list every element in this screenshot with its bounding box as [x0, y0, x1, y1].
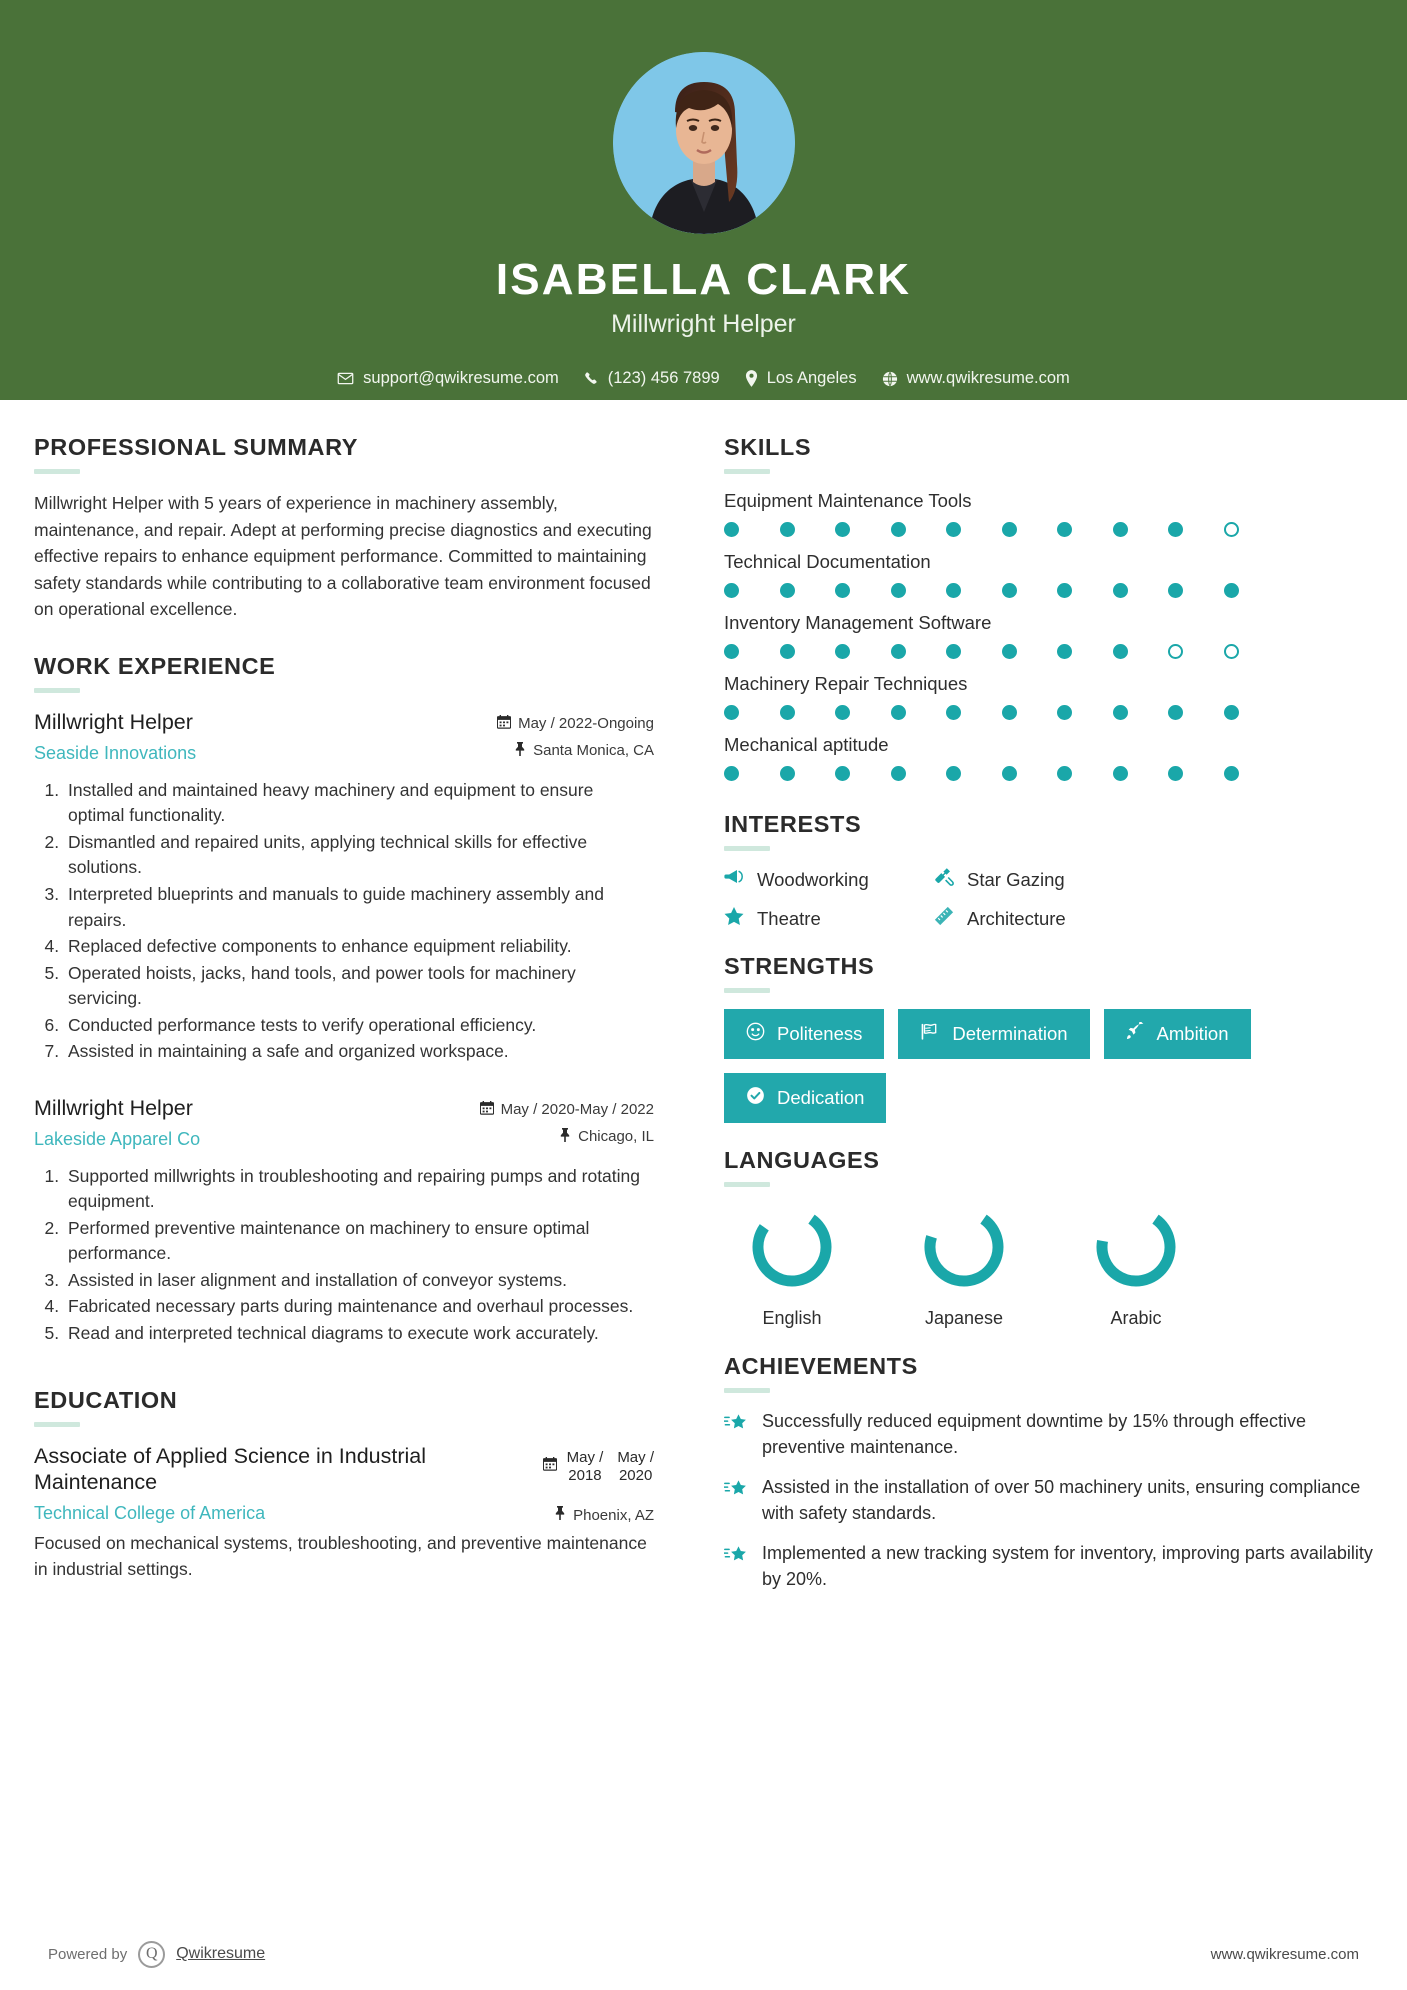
bullet-item: 4. Fabricated necessary parts during maintenance and overhaul processes.: [64, 1294, 654, 1320]
skill-dot-filled: [946, 644, 961, 659]
bullet-item: 3. Assisted in laser alignment and installation of conveyor systems.: [64, 1268, 654, 1294]
contact-location-value: Los Angeles: [766, 369, 857, 388]
education-end-month: May /: [617, 1448, 654, 1466]
footer-url[interactable]: www.qwikresume.com: [1210, 1945, 1359, 1963]
skill-dot-filled: [891, 705, 906, 720]
skill-dot-cell: [835, 644, 891, 659]
section-rule: [724, 988, 770, 993]
skill-dot-filled: [1113, 766, 1128, 781]
skill-dot-filled: [946, 766, 961, 781]
skill-rating: [724, 522, 1376, 537]
skill-dot-cell: [891, 644, 947, 659]
experience-company[interactable]: Lakeside Apparel Co: [34, 1128, 201, 1149]
ruler-icon: [934, 906, 954, 931]
qwikresume-logo-icon: Q: [138, 1941, 165, 1968]
interest-label: Star Gazing: [967, 868, 1065, 890]
bullet-item: 4. Replaced defective components to enhance equipment reliability.: [64, 934, 654, 960]
languages-list: [724, 1203, 1376, 1329]
section-title-achievements: ACHIEVEMENTS: [724, 1353, 918, 1379]
location-pin-icon: [745, 370, 758, 387]
shooting-star-icon: [724, 1475, 748, 1505]
section-title-work-experience: WORK EXPERIENCE: [34, 652, 276, 679]
bullet-item: 1. Supported millwrights in troubleshooting and repairing pumps and rotating equipment.: [64, 1164, 654, 1215]
interests-grid: [724, 867, 1376, 931]
shooting-star-icon: [724, 1409, 748, 1439]
section-title-strengths: STRENGTHS: [724, 953, 875, 979]
skill-dot-cell: [946, 705, 1002, 720]
experience-location: [464, 742, 654, 760]
section-education: [34, 1387, 654, 1584]
achievement-item: [724, 1409, 1376, 1461]
education-meta: [464, 1443, 654, 1525]
skill-dot-filled: [1113, 705, 1128, 720]
bullet-item: 5. Read and interpreted technical diagrams to execute work accurately.: [64, 1321, 654, 1347]
skill-dot-cell: [1002, 644, 1058, 659]
skill-name: Equipment Maintenance Tools: [724, 490, 972, 511]
left-column: [34, 434, 654, 1606]
skill-dot-empty: [1224, 522, 1239, 537]
experience-meta: [464, 1095, 654, 1146]
skill-rating: [724, 644, 1376, 659]
pushpin-icon: [514, 742, 526, 760]
skill-name: Machinery Repair Techniques: [724, 673, 968, 694]
bullet-item: 3. Interpreted blueprints and manuals to guide machinery assembly and repairs.: [64, 882, 654, 933]
skill-dot-cell: [724, 522, 780, 537]
skill-dot-filled: [891, 766, 906, 781]
skill-dot-filled: [1224, 705, 1239, 720]
education-location-value: Phoenix, AZ: [573, 1506, 654, 1524]
interest-label: Woodworking: [757, 868, 869, 890]
skill-dot-cell: [891, 522, 947, 537]
skill-item: [724, 673, 1376, 720]
section-work-experience: [34, 653, 654, 1347]
skill-dot-cell: [724, 766, 780, 781]
section-rule: [724, 846, 770, 851]
section-rule: [34, 688, 80, 693]
skill-dot-filled: [1002, 644, 1017, 659]
bullet-item: 6. Conducted performance tests to verify operational efficiency.: [64, 1013, 654, 1039]
contact-website-value: www.qwikresume.com: [906, 369, 1070, 388]
education-description: Focused on mechanical systems, troubleshooting, and preventive maintenance in industrial settings.: [34, 1533, 647, 1580]
section-title-education: EDUCATION: [34, 1386, 178, 1413]
education-end-date: [617, 1449, 654, 1487]
section-achievements: [724, 1353, 1376, 1592]
achievement-text: Successfully reduced equipment downtime by 15% through effective preventive maintenance.: [762, 1411, 1306, 1457]
skill-dot-cell: [1057, 766, 1113, 781]
experience-date: [464, 1101, 654, 1119]
section-title-skills: SKILLS: [724, 434, 812, 460]
skill-dot-cell: [891, 766, 947, 781]
skill-dot-filled: [835, 705, 850, 720]
contact-email-value: support@qwikresume.com: [363, 369, 559, 388]
contact-website[interactable]: [873, 369, 1079, 388]
experience-company[interactable]: Seaside Innovations: [34, 742, 197, 763]
skill-dot-filled: [946, 705, 961, 720]
skill-item: [724, 734, 1376, 781]
calendar-icon: [480, 1101, 494, 1119]
star-icon: [724, 907, 744, 931]
summary-text: Millwright Helper with 5 years of experience in machinery assembly, maintenance, and repair. Adept at performing precise diagnostics and executing effective repairs to enhance equipment performance. Committed to maintaining safety standards while contributing to a collaborative team environment focused on operational excellence.: [34, 493, 652, 620]
strength-badge[interactable]: [724, 1073, 886, 1123]
skill-dot-filled: [724, 583, 739, 598]
skill-dot-empty: [1224, 644, 1239, 659]
skill-dot-filled: [835, 766, 850, 781]
language-label: Japanese: [924, 1308, 1004, 1328]
skill-dot-cell: [946, 522, 1002, 537]
skill-dot-filled: [946, 583, 961, 598]
language-item: [732, 1203, 852, 1329]
skill-dot-filled: [780, 705, 795, 720]
experience-item: [34, 709, 654, 1065]
skill-name: Mechanical aptitude: [724, 734, 889, 755]
skill-dot-cell: [1002, 522, 1058, 537]
skill-dot-filled: [1002, 766, 1017, 781]
qwikresume-brand-link[interactable]: Qwikresume: [176, 1945, 266, 1962]
bullet-item: 1. Installed and maintained heavy machinery and equipment to ensure optimal functionality.: [64, 778, 654, 829]
bullet-item: 5. Operated hoists, jacks, hand tools, and power tools for machinery servicing.: [64, 961, 654, 1012]
language-ring: [1076, 1203, 1196, 1296]
skill-dot-filled: [724, 644, 739, 659]
avatar-photo: [613, 52, 795, 234]
section-rule: [724, 469, 770, 474]
achievement-item: [724, 1541, 1376, 1593]
skill-dot-cell: [1113, 583, 1169, 598]
skill-dot-filled: [1224, 766, 1239, 781]
experience-location-value: Chicago, IL: [578, 1128, 654, 1146]
bullet-item: 2. Performed preventive maintenance on machinery to ensure optimal performance.: [64, 1216, 654, 1267]
skill-rating: [724, 766, 1376, 781]
skill-dot-cell: [780, 583, 836, 598]
skill-dot-cell: [1113, 705, 1169, 720]
skill-name: Inventory Management Software: [724, 612, 992, 633]
skill-dot-cell: [835, 522, 891, 537]
strength-badge[interactable]: [898, 1009, 1089, 1059]
skill-dot-filled: [1113, 522, 1128, 537]
section-title-languages: LANGUAGES: [724, 1147, 880, 1173]
section-rule: [34, 469, 80, 474]
contact-email[interactable]: [328, 369, 568, 388]
strength-label: Ambition: [1156, 1023, 1229, 1044]
skill-dot-filled: [1168, 705, 1183, 720]
experience-date-value: May / 2022-Ongoing: [518, 715, 654, 733]
skill-dot-cell: [1057, 522, 1113, 537]
skill-dot-empty: [1168, 644, 1183, 659]
skill-dot-filled: [946, 522, 961, 537]
contact-phone[interactable]: [575, 369, 729, 388]
skill-dot-cell: [891, 705, 947, 720]
skill-dot-filled: [1002, 522, 1017, 537]
skill-dot-filled: [1168, 583, 1183, 598]
skill-dot-filled: [1113, 583, 1128, 598]
education-degree: Associate of Applied Science in Industrial Maintenance: [34, 1443, 427, 1495]
skill-item: [724, 612, 1376, 659]
experience-bullets: [34, 778, 654, 1065]
skill-rating: [724, 583, 1376, 598]
skill-dot-cell: [1168, 583, 1224, 598]
skill-dot-filled: [1113, 644, 1128, 659]
section-skills: [724, 434, 1376, 781]
section-languages: [724, 1147, 1376, 1329]
calendar-icon: [543, 1449, 557, 1475]
check-circle-icon: [746, 1086, 765, 1110]
contact-location[interactable]: [736, 369, 866, 388]
language-label: English: [762, 1308, 822, 1328]
section-rule: [724, 1182, 770, 1187]
skill-dot-filled: [724, 705, 739, 720]
skill-dot-filled: [1002, 705, 1017, 720]
strength-label: Dedication: [777, 1087, 865, 1108]
skill-dot-filled: [1057, 522, 1072, 537]
education-item: [34, 1443, 654, 1584]
skill-dot-cell: [1002, 766, 1058, 781]
bullet-item: 2. Dismantled and repaired units, applying technical skills for effective solutions.: [64, 830, 654, 881]
experience-location: [464, 1128, 654, 1146]
skill-dot-cell: [780, 522, 836, 537]
experience-role: Millwright Helper: [34, 709, 193, 734]
skill-item: [724, 551, 1376, 598]
education-start-month: May /: [566, 1448, 604, 1466]
skill-dot-cell: [1224, 766, 1280, 781]
language-progress-ring: [920, 1203, 1008, 1291]
skill-dot-cell: [780, 705, 836, 720]
smiley-icon: [746, 1022, 765, 1046]
skill-dot-cell: [1113, 522, 1169, 537]
section-professional-summary: [34, 434, 654, 623]
interest-item: [934, 867, 1376, 892]
skill-dot-filled: [780, 522, 795, 537]
skill-dot-cell: [1168, 766, 1224, 781]
language-ring: [732, 1203, 852, 1296]
flag-icon: [920, 1022, 940, 1046]
skill-dot-cell: [835, 766, 891, 781]
achievement-item: [724, 1475, 1376, 1527]
skill-dot-filled: [1057, 644, 1072, 659]
skill-dot-cell: [1113, 766, 1169, 781]
language-progress-ring: [748, 1203, 836, 1291]
email-icon: [337, 370, 354, 387]
achievement-text: Assisted in the installation of over 50 machinery units, ensuring compliance with safety standards.: [762, 1476, 1361, 1523]
pushpin-icon: [559, 1128, 571, 1146]
experience-role: Millwright Helper: [34, 1095, 193, 1120]
skill-dot-filled: [724, 522, 739, 537]
language-label: Arabic: [1110, 1308, 1162, 1328]
experience-date: [464, 715, 654, 733]
section-title-interests: INTERESTS: [724, 811, 862, 837]
shooting-star-icon: [724, 1541, 748, 1571]
language-ring: [904, 1203, 1024, 1296]
skill-dot-cell: [946, 766, 1002, 781]
skill-dot-cell: [724, 644, 780, 659]
skill-dot-filled: [891, 583, 906, 598]
skill-dot-filled: [835, 522, 850, 537]
skill-dot-cell: [1057, 583, 1113, 598]
skill-dot-cell: [1224, 644, 1280, 659]
skill-dot-filled: [724, 766, 739, 781]
section-rule: [34, 1422, 80, 1427]
skill-dot-cell: [1057, 644, 1113, 659]
right-column: [676, 434, 1376, 1606]
strength-badge[interactable]: [724, 1009, 884, 1059]
interest-item: [724, 867, 934, 892]
interest-label: Architecture: [967, 907, 1066, 929]
experience-date-value: May / 2020-May / 2022: [500, 1101, 654, 1119]
powered-by-label: Powered by: [48, 1945, 128, 1963]
education-school[interactable]: Technical College of America: [34, 1503, 266, 1524]
resume-footer: [0, 1918, 1407, 1990]
contact-row: [0, 369, 1407, 388]
experience-item: [34, 1095, 654, 1347]
section-strengths: [724, 953, 1376, 1123]
education-location: [464, 1506, 654, 1524]
skill-dot-filled: [1168, 766, 1183, 781]
section-interests: [724, 811, 1376, 931]
strength-badge[interactable]: [1104, 1009, 1251, 1059]
education-date: [464, 1449, 654, 1487]
skill-dot-filled: [1057, 583, 1072, 598]
skill-name: Technical Documentation: [724, 551, 931, 572]
skill-dot-filled: [1002, 583, 1017, 598]
skill-dot-cell: [1002, 583, 1058, 598]
avatar: [613, 52, 795, 234]
interest-label: Theatre: [757, 907, 821, 929]
skill-dot-cell: [1168, 522, 1224, 537]
rocket-icon: [1126, 1022, 1145, 1046]
skill-dot-cell: [835, 705, 891, 720]
skill-dot-cell: [724, 705, 780, 720]
contact-phone-value: (123) 456 7899: [607, 369, 720, 388]
resume-body: [0, 400, 1407, 1606]
skill-dot-filled: [835, 644, 850, 659]
skill-dot-cell: [1168, 705, 1224, 720]
pushpin-icon: [554, 1506, 566, 1524]
skill-dot-cell: [724, 583, 780, 598]
strength-label: Politeness: [777, 1023, 863, 1044]
skill-dot-filled: [1057, 766, 1072, 781]
strengths-list: [724, 1009, 1376, 1123]
skill-dot-filled: [835, 583, 850, 598]
skill-dot-filled: [1168, 522, 1183, 537]
skill-dot-filled: [780, 583, 795, 598]
skill-dot-cell: [1224, 522, 1280, 537]
section-title-summary: PROFESSIONAL SUMMARY: [34, 434, 359, 460]
bullet-item: 7. Assisted in maintaining a safe and organized workspace.: [64, 1039, 654, 1065]
skill-dot-cell: [780, 644, 836, 659]
skill-dot-filled: [1224, 583, 1239, 598]
interest-item: [934, 906, 1376, 931]
job-title: Millwright Helper: [611, 310, 796, 339]
skill-dot-cell: [1002, 705, 1058, 720]
skill-dot-filled: [1057, 705, 1072, 720]
skill-dot-cell: [780, 766, 836, 781]
language-item: [904, 1203, 1024, 1329]
phone-icon: [584, 371, 599, 386]
skill-rating: [724, 705, 1376, 720]
skill-dot-filled: [891, 644, 906, 659]
megaphone-icon: [724, 868, 744, 891]
skill-dot-filled: [891, 522, 906, 537]
interest-item: [724, 906, 934, 931]
skill-dot-filled: [780, 644, 795, 659]
resume-header: [0, 0, 1407, 400]
page-title: ISABELLA CLARK: [495, 255, 912, 304]
skill-dot-cell: [1168, 644, 1224, 659]
achievement-text: Implemented a new tracking system for inventory, improving parts availability by 20%.: [762, 1542, 1373, 1589]
calendar-icon: [497, 715, 511, 733]
education-start-date: [567, 1449, 604, 1487]
experience-meta: [464, 709, 654, 760]
education-start-year: 2018: [568, 1467, 602, 1485]
skill-dot-cell: [891, 583, 947, 598]
skill-dot-cell: [946, 644, 1002, 659]
skill-dot-cell: [1224, 705, 1280, 720]
skill-dot-cell: [835, 583, 891, 598]
hammer-icon: [934, 867, 954, 892]
skill-dot-filled: [780, 766, 795, 781]
skill-dot-cell: [946, 583, 1002, 598]
experience-bullets: [34, 1164, 654, 1347]
section-rule: [724, 1388, 770, 1393]
skill-item: [724, 490, 1376, 537]
experience-location-value: Santa Monica, CA: [533, 742, 654, 760]
skill-dot-cell: [1224, 583, 1280, 598]
powered-by: [48, 1941, 265, 1968]
strength-label: Determination: [952, 1023, 1068, 1044]
language-item: [1076, 1203, 1196, 1329]
skill-dot-cell: [1057, 705, 1113, 720]
education-end-year: 2020: [618, 1467, 653, 1485]
globe-icon: [882, 371, 898, 387]
skill-dot-cell: [1113, 644, 1169, 659]
language-progress-ring: [1092, 1203, 1180, 1291]
